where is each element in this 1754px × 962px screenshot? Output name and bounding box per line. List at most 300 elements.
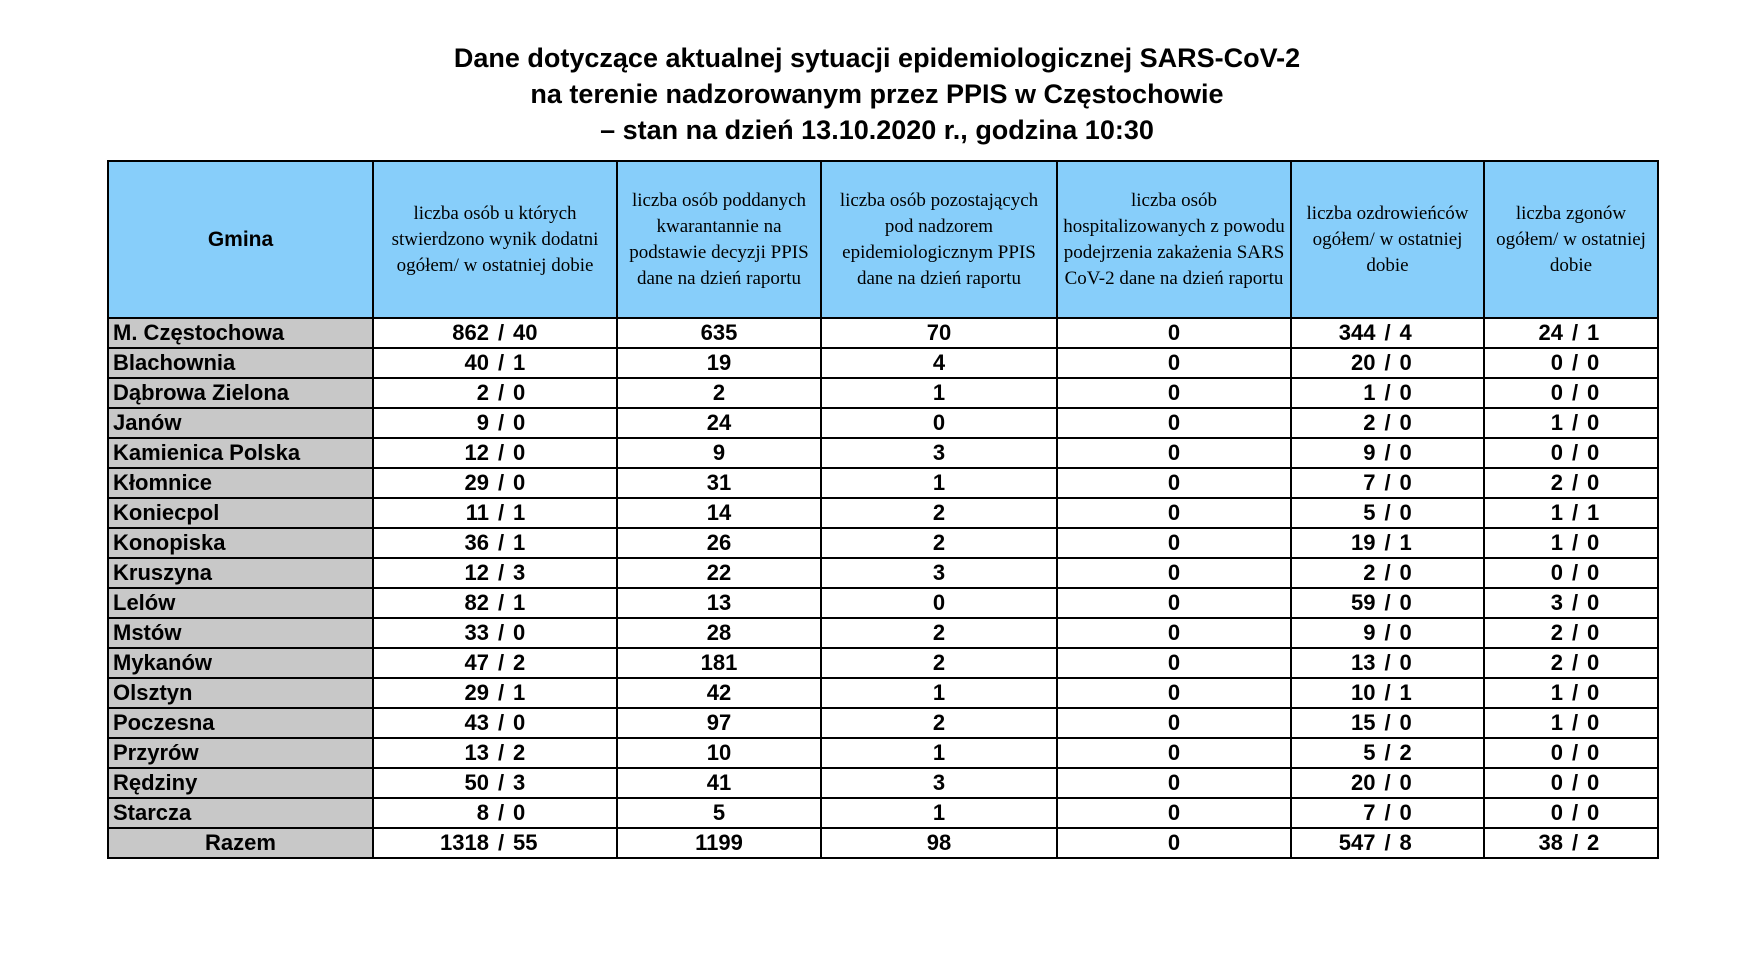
slash-separator: / (497, 470, 505, 495)
positive-cases-cell-total: 29 (464, 680, 489, 705)
deaths-cell (1484, 678, 1658, 708)
supervision-cell: 2 (821, 648, 1057, 678)
deaths-cell-last-day: 0 (1587, 710, 1600, 735)
recovered-cell (1291, 618, 1484, 648)
positive-cases-cell-last-day: 2 (513, 740, 526, 765)
positive-cases-cell-values (374, 589, 616, 617)
recovered-cell-last-day: 0 (1399, 350, 1412, 375)
slash-separator: / (1384, 320, 1391, 345)
gmina-name: Poczesna (108, 708, 373, 738)
slash-separator: / (1384, 680, 1391, 705)
deaths-cell (1484, 738, 1658, 768)
slash-separator: / (1384, 710, 1391, 735)
recovered-cell-total: 1 (1363, 380, 1376, 405)
recovered-cell-last-day: 0 (1399, 380, 1412, 405)
deaths-cell (1484, 648, 1658, 678)
positive-cases-cell-total: 47 (464, 650, 489, 675)
recovered-cell-values (1292, 649, 1483, 677)
column-header-gmina: Gmina (108, 161, 373, 318)
slash-separator: / (1384, 740, 1391, 765)
recovered-cell-total: 2 (1363, 410, 1376, 435)
positive-cases-cell-total: 1318 (440, 830, 489, 855)
hospitalized-cell: 0 (1057, 738, 1291, 768)
deaths-cell-last-day: 0 (1587, 650, 1600, 675)
column-header-hospitalized: liczba osób hospitalizowanych z powodu podejrzenia zakażenia SARS CoV-2 dane na dzień raportu (1057, 161, 1291, 318)
deaths-cell-total: 2 (1550, 470, 1563, 495)
slash-separator: / (1571, 680, 1579, 705)
column-header-deaths: liczba zgonów ogółem/ w ostatniej dobie (1484, 161, 1658, 318)
recovered-cell (1291, 588, 1484, 618)
positive-cases-cell (373, 708, 617, 738)
positive-cases-cell-last-day: 40 (513, 320, 538, 345)
positive-cases-cell-total: 50 (464, 770, 489, 795)
recovered-cell-values (1292, 529, 1483, 557)
hospitalized-cell: 0 (1057, 678, 1291, 708)
recovered-cell-values (1292, 769, 1483, 797)
quarantine-cell: 22 (617, 558, 821, 588)
deaths-cell (1484, 768, 1658, 798)
quarantine-cell: 10 (617, 738, 821, 768)
recovered-cell-last-day: 2 (1399, 740, 1412, 765)
column-header-quarantine: liczba osób poddanych kwarantannie na podstawie decyzji PPIS dane na dzień raportu (617, 161, 821, 318)
recovered-cell-values (1292, 709, 1483, 737)
deaths-cell-values (1485, 589, 1657, 617)
deaths-cell-last-day: 1 (1587, 320, 1600, 345)
recovered-cell-values (1292, 739, 1483, 767)
deaths-cell-total: 0 (1550, 800, 1563, 825)
slash-separator: / (1384, 620, 1391, 645)
deaths-cell-total: 0 (1550, 380, 1563, 405)
positive-cases-cell (373, 738, 617, 768)
slash-separator: / (1571, 470, 1579, 495)
slash-separator: / (497, 740, 505, 765)
supervision-cell: 3 (821, 768, 1057, 798)
table-body (108, 318, 1658, 858)
positive-cases-cell-last-day: 0 (513, 410, 526, 435)
slash-separator: / (1384, 350, 1391, 375)
positive-cases-cell-values (374, 349, 616, 377)
recovered-cell (1291, 738, 1484, 768)
slash-separator: / (1571, 800, 1579, 825)
positive-cases-cell-values (374, 319, 616, 347)
deaths-cell (1484, 348, 1658, 378)
positive-cases-cell-total: 33 (464, 620, 489, 645)
table-header (108, 161, 1658, 318)
slash-separator: / (1571, 410, 1579, 435)
deaths-cell-values (1485, 739, 1657, 767)
deaths-cell-last-day: 2 (1587, 830, 1600, 855)
positive-cases-cell (373, 618, 617, 648)
positive-cases-cell (373, 348, 617, 378)
recovered-cell (1291, 828, 1484, 858)
deaths-cell-values (1485, 679, 1657, 707)
positive-cases-cell-values (374, 799, 616, 827)
deaths-cell (1484, 828, 1658, 858)
hospitalized-cell: 0 (1057, 528, 1291, 558)
deaths-cell-total: 0 (1550, 770, 1563, 795)
slash-separator: / (497, 650, 505, 675)
deaths-cell (1484, 318, 1658, 348)
positive-cases-cell-total: 12 (464, 440, 489, 465)
quarantine-cell: 13 (617, 588, 821, 618)
recovered-cell (1291, 558, 1484, 588)
deaths-cell-last-day: 0 (1587, 800, 1600, 825)
column-header-recovered: liczba ozdrowieńców ogółem/ w ostatniej dobie (1291, 161, 1484, 318)
slash-separator: / (497, 800, 505, 825)
positive-cases-cell-values (374, 499, 616, 527)
slash-separator: / (1384, 650, 1391, 675)
slash-separator: / (1384, 410, 1391, 435)
deaths-cell-last-day: 1 (1587, 500, 1600, 525)
supervision-cell: 1 (821, 678, 1057, 708)
table-row (108, 588, 1658, 618)
recovered-cell-values (1292, 319, 1483, 347)
deaths-cell (1484, 618, 1658, 648)
positive-cases-cell-total: 36 (464, 530, 489, 555)
recovered-cell-last-day: 0 (1399, 560, 1412, 585)
positive-cases-cell (373, 678, 617, 708)
supervision-cell: 2 (821, 528, 1057, 558)
positive-cases-cell-values (374, 769, 616, 797)
table-row (108, 318, 1658, 348)
positive-cases-cell-last-day: 0 (513, 620, 526, 645)
table-row (108, 498, 1658, 528)
table-row (108, 708, 1658, 738)
quarantine-cell: 5 (617, 798, 821, 828)
recovered-cell (1291, 348, 1484, 378)
hospitalized-cell: 0 (1057, 318, 1291, 348)
hospitalized-cell: 0 (1057, 618, 1291, 648)
deaths-cell-values (1485, 619, 1657, 647)
positive-cases-cell-last-day: 0 (513, 710, 526, 735)
slash-separator: / (497, 680, 505, 705)
quarantine-cell: 14 (617, 498, 821, 528)
deaths-cell (1484, 588, 1658, 618)
slash-separator: / (1571, 350, 1579, 375)
supervision-cell: 2 (821, 498, 1057, 528)
recovered-cell-values (1292, 589, 1483, 617)
supervision-cell: 2 (821, 618, 1057, 648)
positive-cases-cell-values (374, 529, 616, 557)
quarantine-cell: 41 (617, 768, 821, 798)
recovered-cell-last-day: 1 (1399, 530, 1412, 555)
gmina-name: Rędziny (108, 768, 373, 798)
deaths-cell-total: 0 (1550, 350, 1563, 375)
positive-cases-cell (373, 588, 617, 618)
deaths-cell-values (1485, 829, 1657, 857)
recovered-cell-last-day: 0 (1399, 770, 1412, 795)
slash-separator: / (1571, 560, 1579, 585)
quarantine-cell: 181 (617, 648, 821, 678)
recovered-cell-last-day: 0 (1399, 410, 1412, 435)
positive-cases-cell (373, 498, 617, 528)
deaths-cell-last-day: 0 (1587, 530, 1600, 555)
hospitalized-cell: 0 (1057, 768, 1291, 798)
slash-separator: / (497, 590, 505, 615)
recovered-cell-total: 19 (1351, 530, 1376, 555)
slash-separator: / (497, 410, 505, 435)
gmina-name: Konopiska (108, 528, 373, 558)
slash-separator: / (1384, 380, 1391, 405)
recovered-cell-total: 20 (1351, 350, 1376, 375)
slash-separator: / (1571, 590, 1579, 615)
positive-cases-cell (373, 828, 617, 858)
recovered-cell-values (1292, 499, 1483, 527)
deaths-cell-last-day: 0 (1587, 470, 1600, 495)
quarantine-cell: 19 (617, 348, 821, 378)
quarantine-cell: 97 (617, 708, 821, 738)
hospitalized-cell: 0 (1057, 378, 1291, 408)
quarantine-cell: 26 (617, 528, 821, 558)
recovered-cell-total: 9 (1363, 440, 1376, 465)
supervision-cell: 0 (821, 408, 1057, 438)
slash-separator: / (1571, 320, 1579, 345)
positive-cases-cell-total: 8 (476, 800, 489, 825)
recovered-cell-values (1292, 619, 1483, 647)
recovered-cell (1291, 678, 1484, 708)
document-title (0, 40, 1754, 148)
recovered-cell-values (1292, 829, 1483, 857)
table-row (108, 438, 1658, 468)
title-line-1: Dane dotyczące aktualnej sytuacji epidemiologicznej SARS-CoV-2 (453, 43, 1301, 73)
slash-separator: / (1384, 590, 1391, 615)
positive-cases-cell-last-day: 55 (513, 830, 538, 855)
deaths-cell-last-day: 0 (1587, 680, 1600, 705)
recovered-cell-total: 15 (1351, 710, 1376, 735)
quarantine-cell: 28 (617, 618, 821, 648)
deaths-cell-last-day: 0 (1587, 410, 1600, 435)
slash-separator: / (1571, 710, 1579, 735)
recovered-cell-total: 13 (1351, 650, 1376, 675)
deaths-cell-values (1485, 409, 1657, 437)
table-row (108, 408, 1658, 438)
positive-cases-cell-last-day: 0 (513, 380, 526, 405)
positive-cases-cell-last-day: 1 (513, 530, 526, 555)
recovered-cell-last-day: 8 (1399, 830, 1412, 855)
slash-separator: / (1384, 830, 1391, 855)
table-row (108, 678, 1658, 708)
supervision-cell: 3 (821, 558, 1057, 588)
deaths-cell-last-day: 0 (1587, 560, 1600, 585)
positive-cases-cell-values (374, 439, 616, 467)
recovered-cell-last-day: 4 (1399, 320, 1412, 345)
positive-cases-cell-last-day: 1 (513, 590, 526, 615)
gmina-name: Olsztyn (108, 678, 373, 708)
deaths-cell-values (1485, 349, 1657, 377)
title-line-2: na terenie nadzorowanym przez PPIS w Częstochowie (530, 79, 1224, 109)
recovered-cell-total: 2 (1363, 560, 1376, 585)
positive-cases-cell (373, 468, 617, 498)
gmina-name: Mstów (108, 618, 373, 648)
deaths-cell-values (1485, 649, 1657, 677)
deaths-cell-total: 1 (1550, 530, 1563, 555)
positive-cases-cell-values (374, 739, 616, 767)
deaths-cell-total: 2 (1550, 620, 1563, 645)
deaths-cell-total: 2 (1550, 650, 1563, 675)
slash-separator: / (1571, 620, 1579, 645)
positive-cases-cell (373, 558, 617, 588)
positive-cases-cell-values (374, 559, 616, 587)
deaths-cell-total: 1 (1550, 710, 1563, 735)
quarantine-cell: 1199 (617, 828, 821, 858)
slash-separator: / (1571, 740, 1579, 765)
positive-cases-cell-total: 12 (464, 560, 489, 585)
deaths-cell-total: 3 (1550, 590, 1563, 615)
deaths-cell (1484, 378, 1658, 408)
recovered-cell-total: 20 (1351, 770, 1376, 795)
positive-cases-cell (373, 408, 617, 438)
table-row (108, 528, 1658, 558)
slash-separator: / (1384, 530, 1391, 555)
table-row (108, 348, 1658, 378)
deaths-cell-last-day: 0 (1587, 740, 1600, 765)
title-line-3: – stan na dzień 13.10.2020 r., godzina 10:30 (600, 115, 1154, 145)
gmina-name: Kłomnice (108, 468, 373, 498)
slash-separator: / (1571, 830, 1579, 855)
positive-cases-cell-last-day: 3 (513, 770, 526, 795)
slash-separator: / (497, 440, 505, 465)
gmina-name: Koniecpol (108, 498, 373, 528)
recovered-cell-total: 5 (1363, 500, 1376, 525)
deaths-cell-values (1485, 499, 1657, 527)
recovered-cell (1291, 408, 1484, 438)
positive-cases-cell (373, 318, 617, 348)
deaths-cell-last-day: 0 (1587, 440, 1600, 465)
slash-separator: / (1384, 500, 1391, 525)
column-header-supervision: liczba osób pozostających pod nadzorem epidemiologicznym PPIS dane na dzień raportu (821, 161, 1057, 318)
slash-separator: / (497, 530, 505, 555)
positive-cases-cell-values (374, 709, 616, 737)
positive-cases-cell-values (374, 829, 616, 857)
deaths-cell-total: 0 (1550, 560, 1563, 585)
positive-cases-cell-values (374, 409, 616, 437)
slash-separator: / (1384, 560, 1391, 585)
recovered-cell-total: 59 (1351, 590, 1376, 615)
epidemiological-data-table (107, 160, 1659, 859)
positive-cases-cell-last-day: 1 (513, 680, 526, 705)
recovered-cell-last-day: 0 (1399, 470, 1412, 495)
total-row (108, 828, 1658, 858)
hospitalized-cell: 0 (1057, 828, 1291, 858)
recovered-cell-last-day: 0 (1399, 710, 1412, 735)
hospitalized-cell: 0 (1057, 798, 1291, 828)
recovered-cell (1291, 798, 1484, 828)
supervision-cell: 2 (821, 708, 1057, 738)
gmina-name: Mykanów (108, 648, 373, 678)
deaths-cell-last-day: 0 (1587, 350, 1600, 375)
slash-separator: / (497, 620, 505, 645)
deaths-cell-values (1485, 709, 1657, 737)
quarantine-cell: 31 (617, 468, 821, 498)
deaths-cell-total: 24 (1538, 320, 1563, 345)
positive-cases-cell (373, 648, 617, 678)
deaths-cell-total: 1 (1550, 500, 1563, 525)
recovered-cell-values (1292, 799, 1483, 827)
deaths-cell-total: 38 (1538, 830, 1563, 855)
positive-cases-cell-total: 13 (464, 740, 489, 765)
slash-separator: / (497, 560, 505, 585)
positive-cases-cell-total: 2 (476, 380, 489, 405)
table-row (108, 738, 1658, 768)
slash-separator: / (1384, 770, 1391, 795)
recovered-cell-last-day: 0 (1399, 590, 1412, 615)
quarantine-cell: 9 (617, 438, 821, 468)
supervision-cell: 1 (821, 468, 1057, 498)
recovered-cell-values (1292, 559, 1483, 587)
deaths-cell-last-day: 0 (1587, 620, 1600, 645)
positive-cases-cell-values (374, 679, 616, 707)
recovered-cell-values (1292, 409, 1483, 437)
recovered-cell-total: 9 (1363, 620, 1376, 645)
positive-cases-cell-last-day: 0 (513, 800, 526, 825)
deaths-cell-total: 1 (1550, 680, 1563, 705)
recovered-cell-total: 7 (1363, 800, 1376, 825)
gmina-name: M. Częstochowa (108, 318, 373, 348)
positive-cases-cell-values (374, 619, 616, 647)
slash-separator: / (1571, 380, 1579, 405)
recovered-cell-total: 344 (1338, 320, 1376, 345)
deaths-cell (1484, 798, 1658, 828)
supervision-cell: 1 (821, 798, 1057, 828)
quarantine-cell: 42 (617, 678, 821, 708)
hospitalized-cell: 0 (1057, 408, 1291, 438)
slash-separator: / (497, 770, 505, 795)
table-row (108, 768, 1658, 798)
positive-cases-cell-last-day: 0 (513, 470, 526, 495)
deaths-cell (1484, 528, 1658, 558)
positive-cases-cell-total: 11 (465, 500, 489, 525)
recovered-cell-last-day: 0 (1399, 440, 1412, 465)
slash-separator: / (1384, 470, 1391, 495)
deaths-cell-last-day: 0 (1587, 770, 1600, 795)
recovered-cell-values (1292, 679, 1483, 707)
gmina-name: Janów (108, 408, 373, 438)
deaths-cell (1484, 438, 1658, 468)
recovered-cell (1291, 768, 1484, 798)
header-row (108, 161, 1658, 318)
gmina-name: Starcza (108, 798, 373, 828)
recovered-cell-values (1292, 349, 1483, 377)
slash-separator: / (497, 500, 505, 525)
total-label: Razem (108, 828, 373, 858)
deaths-cell-values (1485, 529, 1657, 557)
recovered-cell-total: 5 (1363, 740, 1376, 765)
supervision-cell: 98 (821, 828, 1057, 858)
table-row (108, 468, 1658, 498)
quarantine-cell: 2 (617, 378, 821, 408)
deaths-cell-values (1485, 319, 1657, 347)
deaths-cell (1484, 468, 1658, 498)
recovered-cell-values (1292, 469, 1483, 497)
hospitalized-cell: 0 (1057, 648, 1291, 678)
positive-cases-cell-last-day: 0 (513, 440, 526, 465)
hospitalized-cell: 0 (1057, 498, 1291, 528)
positive-cases-cell-values (374, 649, 616, 677)
recovered-cell-last-day: 0 (1399, 620, 1412, 645)
quarantine-cell: 635 (617, 318, 821, 348)
recovered-cell-values (1292, 439, 1483, 467)
column-header-positive: liczba osób u których stwierdzono wynik dodatni ogółem/ w ostatniej dobie (373, 161, 617, 318)
hospitalized-cell: 0 (1057, 708, 1291, 738)
hospitalized-cell: 0 (1057, 468, 1291, 498)
slash-separator: / (497, 830, 505, 855)
deaths-cell (1484, 558, 1658, 588)
hospitalized-cell: 0 (1057, 588, 1291, 618)
positive-cases-cell (373, 798, 617, 828)
supervision-cell: 3 (821, 438, 1057, 468)
positive-cases-cell-total: 9 (476, 410, 489, 435)
quarantine-cell: 24 (617, 408, 821, 438)
